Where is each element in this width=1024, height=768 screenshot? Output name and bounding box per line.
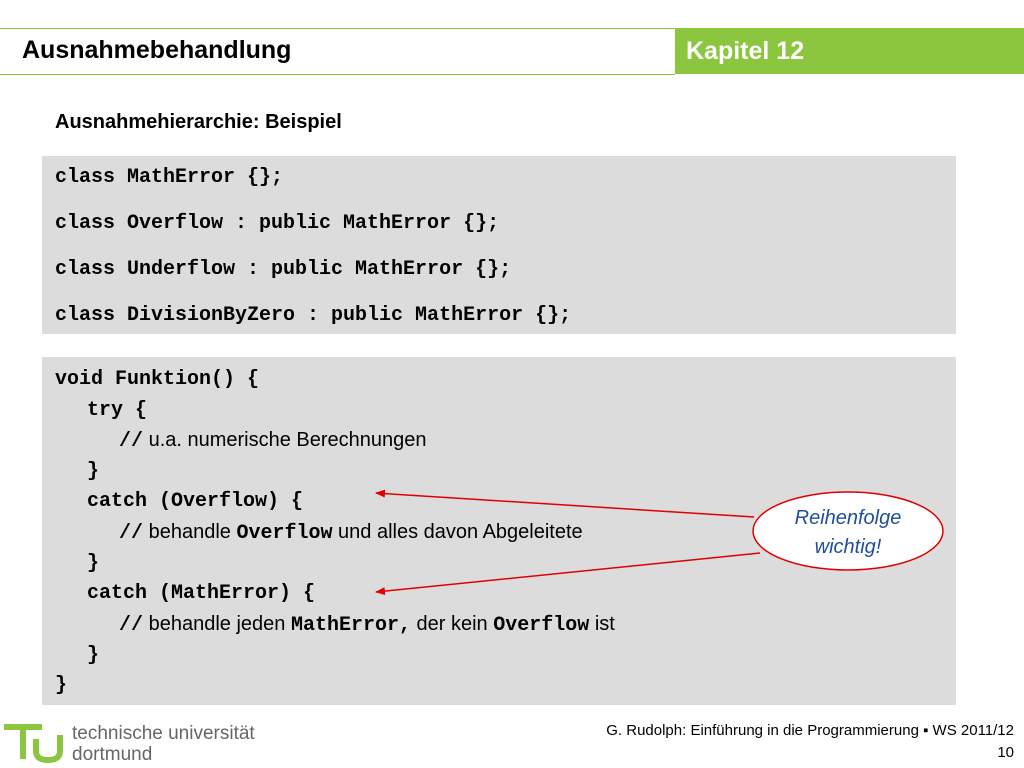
- code-line-catch-overflow: catch (Overflow) {: [87, 490, 304, 513]
- comment-code: MathError,: [290, 614, 411, 637]
- page-number: 10: [997, 744, 1014, 761]
- comment-code: Overflow: [236, 522, 333, 545]
- comment-text: u.a. numerische Berechnungen: [148, 429, 427, 451]
- annotation-text: [755, 504, 941, 562]
- university-city: dortmund: [72, 744, 153, 765]
- code-line: class DivisionByZero : public MathError {};: [55, 304, 572, 327]
- code-line: try {: [87, 399, 148, 422]
- comment-code: Overflow: [493, 614, 590, 637]
- university-name: technische universität: [72, 723, 255, 744]
- comment-text: und alles davon Abgeleitete: [338, 521, 583, 543]
- code-line: class Overflow : public MathError {};: [55, 212, 500, 235]
- code-line: class MathError {};: [55, 166, 284, 189]
- comment-marker: //: [119, 522, 144, 545]
- comment-text: behandle: [148, 521, 231, 543]
- comment-marker: //: [119, 614, 144, 637]
- code-line: }: [87, 644, 100, 667]
- code-line: }: [87, 552, 100, 575]
- tu-logo-icon: [2, 715, 68, 763]
- code-line: void Funktion() {: [55, 368, 260, 391]
- comment-text: behandle jeden: [148, 613, 286, 635]
- code-line: class Underflow : public MathError {};: [55, 258, 512, 281]
- annotation-line: wichtig!: [814, 536, 882, 558]
- section-subtitle: Ausnahmehierarchie: Beispiel: [55, 111, 342, 133]
- comment-text: der kein: [416, 613, 488, 635]
- arrow-to-catch-matherror: [376, 553, 760, 592]
- comment-text: ist: [594, 613, 615, 635]
- comment-marker: //: [119, 430, 144, 453]
- annotation-line: Reihenfolge: [794, 507, 902, 529]
- chapter-label: Kapitel 12: [686, 37, 805, 65]
- code-line-catch-matherror: catch (MathError) {: [87, 582, 316, 605]
- footer-course: G. Rudolph: Einführung in die Programmierung ▪ WS 2011/12: [606, 722, 1014, 739]
- arrow-to-catch-overflow: [376, 493, 754, 517]
- code-line: }: [87, 460, 100, 483]
- slide-title: Ausnahmebehandlung: [22, 36, 292, 64]
- code-line: }: [55, 674, 68, 697]
